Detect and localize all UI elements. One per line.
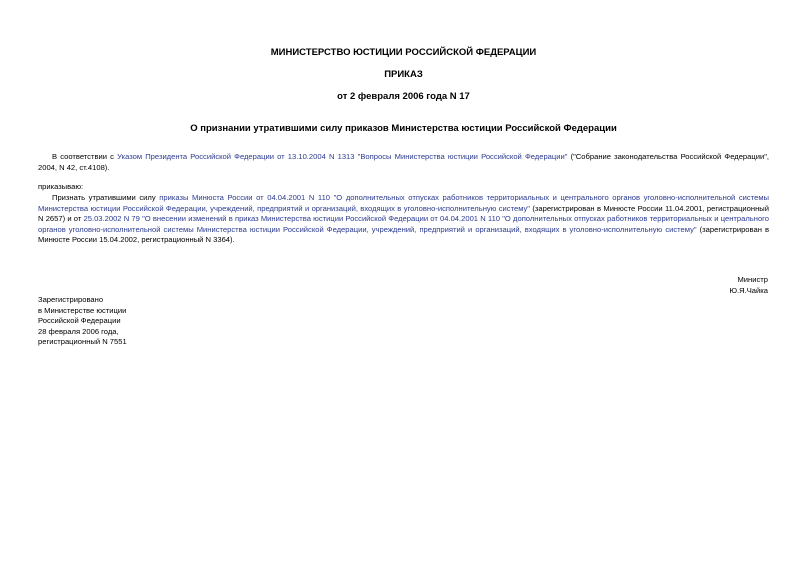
order-suffix: (зарегистрирован в Минюсте России 15.04.2002, регистрационный N 3364).: [38, 224, 770, 245]
order-word: приказываю:: [38, 182, 84, 191]
order-prefix: Признать утратившими силу: [52, 193, 160, 202]
registration-line-3: Российской Федерации: [38, 316, 121, 325]
registration-line-1: Зарегистрировано: [38, 295, 104, 304]
registration-line-5: регистрационный N 7551: [38, 337, 127, 346]
date-number-heading: от 2 февраля 2006 года N 17: [337, 91, 470, 102]
signature-name: Ю.Я.Чайка: [729, 286, 768, 295]
registration-line-2: в Министерстве юстиции: [38, 306, 127, 315]
preamble-prefix: В соответствии с: [52, 152, 118, 161]
decree-link[interactable]: Указом Президента Российской Федерации от 13.10.2004 N 1313 "Вопросы Министерства юстиции Российской Федерации": [117, 152, 568, 161]
ministry-heading: МИНИСТЕРСТВО ЮСТИЦИИ РОССИЙСКОЙ ФЕДЕРАЦИИ: [270, 47, 537, 58]
preamble-paragraph: [38, 152, 769, 173]
signature-position: Министр: [737, 275, 768, 284]
document-title: О признании утратившими силу приказов Министерства юстиции Российской Федерации: [190, 123, 617, 134]
doc-type-heading: ПРИКАЗ: [384, 69, 423, 80]
order-paragraph: [38, 193, 769, 246]
registration-line-4: 28 февраля 2006 года,: [38, 327, 119, 336]
order-2002-link[interactable]: 25.03.2002 N 79 "О внесении изменений в приказ Министерства юстиции Российской Федерации от 04.04.2001 N 110 "О дополнительных отпусках работников территориальных и центрального органов уголовно-исполнительной системы Министерства юстиции Российской Федерации, учреждений, предприятий и организаций, входящих в уголовно-исполнительную систему": [38, 214, 769, 234]
order-2001-link[interactable]: приказы Минюста России от 04.04.2001 N 110 "О дополнительных отпусках работников территориальных и центрального органов уголовно-исполнительной системы Министерства юстиции Российской Федерации, учреждений, предприятий и организаций, входящих в уголовно-исполнительную систему": [38, 193, 770, 213]
preamble-suffix: ("Собрание законодательства Российской Федерации", 2004, N 42, ст.4108).: [38, 152, 770, 172]
order-middle: (зарегистрирован в Минюсте России 11.04.2001, регистрационный N 2657) и от: [38, 203, 769, 224]
